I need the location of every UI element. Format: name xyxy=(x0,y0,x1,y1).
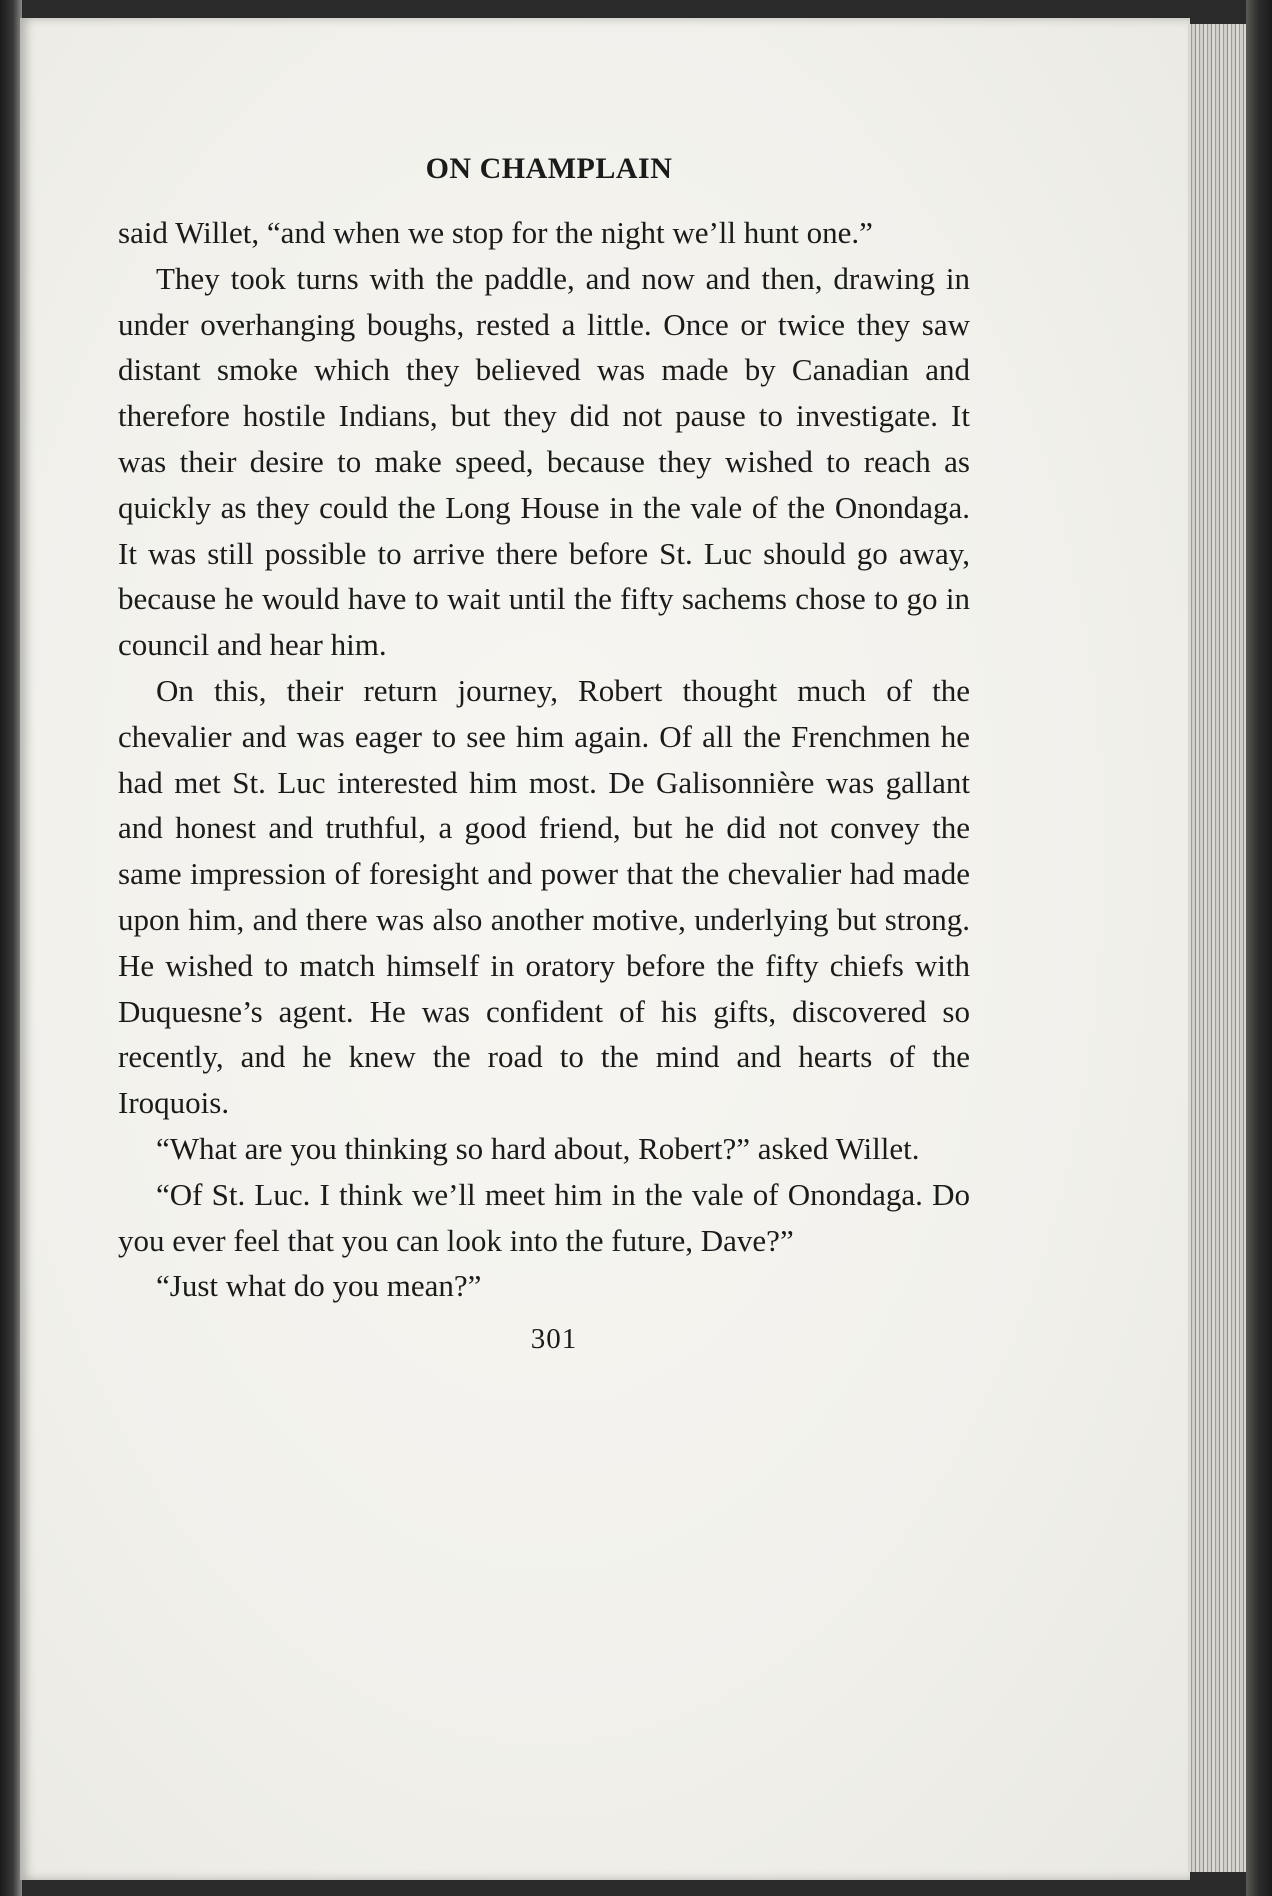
paragraph: “Just what do you mean?” xyxy=(156,1268,482,1304)
scanner-edge-left xyxy=(0,0,22,1896)
text-block xyxy=(118,100,970,1356)
paragraph: On this, their return journey, Robert thought much of the chevalier and was eager to see him again. Of all the Frenchmen he had met St. Luc interested him most. De Galisonnière was gallant and honest and truthful, a good friend, but he did not convey the same impression of foresight and power that the chevalier had made upon him, and there was also another motive, underlying but strong. He wished to match himself in oratory before the fifty chiefs with Duquesne’s agent. He was confident of his gifts, discovered so recently, and he knew the road to the mind and hearts of the Iroquois. xyxy=(118,672,970,1121)
paragraph: They took turns with the paddle, and now and then, drawing in under overhanging boughs, rested a little. Once or twice they saw distant smoke which they believed was made by Canadian and therefore hostile Indians, but they did not pause to investigate. It was their desire to make speed, because they wished to reach as quickly as they could the Long House in the vale of the Onondaga. It was still possible to arrive there before St. Luc should go away, because he would have to wait until the fifty sachems chose to go in council and hear him. xyxy=(118,260,970,663)
paragraph: “Of St. Luc. I think we’ll meet him in the vale of Onondaga. Do you ever feel that you can look into the future, Dave?” xyxy=(118,1176,970,1258)
paragraph: said Willet, “and when we stop for the night we’ll hunt one.” xyxy=(118,215,873,250)
book-cover-edge xyxy=(1246,0,1272,1896)
page-number: 301 xyxy=(530,1323,578,1356)
page-stack-edges xyxy=(1188,24,1248,1872)
running-head: ON CHAMPLAIN xyxy=(425,152,673,185)
paragraph: “What are you thinking so hard about, Robert?” asked Willet. xyxy=(156,1130,920,1166)
